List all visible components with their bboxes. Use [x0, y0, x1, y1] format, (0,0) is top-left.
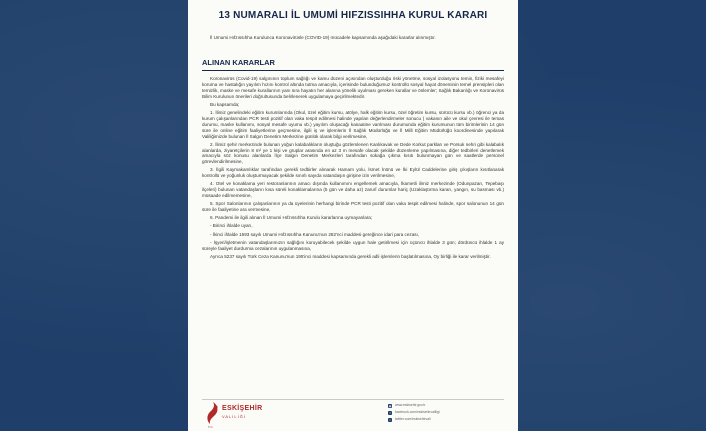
decision-body — [202, 76, 504, 262]
facebook-icon: f — [389, 410, 391, 415]
decision-item-1: 1. İlimiz genelindeki eğitim kurumlarında (Okul, özel eğitim kursu, atölye, halk eğitim kursu, özel öğretim kursu, sürücü kursu vb.) öğrenci ya da kurum çalışanlarından PCR testi pozitif olan vaka tespit edilmesi halinde yapılan değerlendirmeler sonucu ( vakanın aile ve okul çevresi ile temas durumu, maske kullanımı, sosyal mesafe uyumu vb.) yayılım oluşacağı kanaatine varılması durumunda eğitim kurumunun tüm birimlerinin 14 gün süre ile online eğitim faaliyetlerine geçmesine, ilgili iş ve işlemlerin İl Sağlık Müdürlüğü ve İl Milli Eğitim Müdürlüğü koordinesinde yapılarak Valiliğimizde bulunan İl Salgın Denetim Merkezine günlük olarak bilgi verilmesine, — [202, 109, 504, 139]
globe-icon: ◉ — [388, 403, 392, 408]
penalty-item-3: - İşyeri/işletmenin vatandaşlarımızın sağlığını koruyabilecek şekilde uygun hale getirilmesi için üçüncü ihlalde 3 gün; dördüncü ihlalde 1 ay süreyle faaliyet durdurma cezalarının uygulanmasına, — [202, 239, 504, 251]
eskisehir-valiligi-logo — [206, 401, 276, 431]
decision-item-4: 4. Otel ve konaklama yeri restoranlarının amacı dışında kullanımını engellemek amacıyla, İkametli ilimiz merkezinde (Odunpazarı, Tepebaşı ilçeleri) bulunan vatandaşların kısa süreli konaklamalarına (5 gün ve daha az) zarurî durumlar hariç (Uzaklaştırma kararı, yangın, su basması vb.) müsaade edilmemesine, — [202, 181, 504, 199]
logo-name-text: ESKİŞEHİR — [222, 405, 263, 412]
preamble-paragraph: Koronavirüs (Covid-19) salgınının toplum sağlığı ve kamu düzeni açısından oluşturduğu riski yönetme, sosyal izolasyonu temin, fiziki mesafeyi koruma ve hastalığın yayılım hızını kontrol altında tutma amacıyla, içerisinde bulunduğumuz kontrollü sosyal hayat döneminin temel prensipleri olan temizlik, maske ve mesafe kurallarının yanı sıra hayatın her alanına yönelik uyulması gereken kurallar ve önlemler; Sağlık Bakanlığı ve Koronavirüs Bilim Kurulunun önerileri doğrultusunda belirlenerek uygulamaya geçirilmektedir. — [202, 76, 504, 99]
contact-list — [388, 402, 440, 423]
contact-website[interactable] — [388, 402, 440, 409]
penalty-item-2: - İkinci ihlalde 1593 sayılı Umumi Hıfzıssıhha Kanunu'nun 282'nci maddesi gereğince idari para cezası, — [210, 231, 420, 237]
facebook-text: facebook.com/eskisehirvaliligi — [395, 410, 440, 414]
document-footer — [188, 391, 518, 431]
decision-document — [188, 0, 518, 431]
document-title: 13 NUMARALI İL UMUMİ HIFZISSIHHA KURUL KARARI — [218, 10, 488, 21]
logo-sub-text: VALİLİĞİ — [222, 414, 246, 419]
footer-divider — [202, 399, 504, 400]
website-text: www.eskisehir.gov.tr — [395, 403, 426, 407]
twitter-icon: t — [389, 417, 391, 422]
closing-paragraph: Ayrıca 5237 sayılı Türk Ceza Kanunu'nun 195'inci maddesi kapsamında gerekli adli işlemlerin başlatılmasına, Oy birliği ile karar verilmiştir. — [210, 253, 491, 259]
intro-text: İl Umumi Hıfzıssıhha Kurulunca Koronavirüsle (COVID-19) mücadele kapsamında aşağıdaki kararlar alınmıştır. — [210, 35, 436, 40]
section-title: ALINAN KARARLAR — [202, 58, 275, 67]
contact-facebook[interactable] — [388, 409, 440, 416]
section-divider — [202, 70, 504, 71]
twitter-text: twitter.com/eskisehirvali — [395, 417, 431, 421]
decision-item-5: 5. Spor Salonlarının çalışanlarının ya da üyelerinin herhangi birinde PCR testi pozitif olan vaka tespit edilmesi halinde, spor salonunun 14 gün süre ile faaliyetine ara vermesine, — [202, 201, 504, 213]
logo-emblem-icon — [206, 401, 220, 425]
contact-twitter[interactable] — [388, 416, 440, 423]
logo-tc-text: T.C. — [208, 425, 214, 429]
penalty-item-1: - Birinci ihlalde uyarı, — [210, 223, 253, 229]
decision-item-2: 2. İlimiz şehir merkezinde bulunan yoğun kalabalıkların oluştuğu gözlemlenen Kanlıkavak ve Dede Korkut parkları ve Porsuk nehri gibi kalabalık alanlarda, ziyaretçilerin 8 m² ye 1 kişi ve gruplar arasında en az 3 m mesafe olacak şekilde düzenleme yapılmasına, diğer tedbirleri denetlemek amacıyla söz konusu alanlarda İlçe Salgın Denetim Merkezleri tarafından sokağa çıkma kısıtı bulunmayan gün ve saatlerde personel görevlendirilmesine, — [202, 141, 504, 165]
decision-item-6: 6. Pandemi ile ilgili alınan İl Umumi Hıfzıssıhha Kurulu kararlarına uymayanlara; — [210, 215, 373, 221]
scope-paragraph: Bu kapsamda; — [210, 101, 240, 107]
decision-item-3: 3. İlgili Kaymakamlıklar tarafından gerekli tedbirler alınarak Hamam yolu, İsmet İnönü ve İki Eylül Caddelerine giriş çıkışların kısıtlanarak kontrollü ve yoğunluk oluşturmayacak şekilde sınırlı sayıda vatandaşın girişine izin verilmesine, — [202, 167, 504, 179]
